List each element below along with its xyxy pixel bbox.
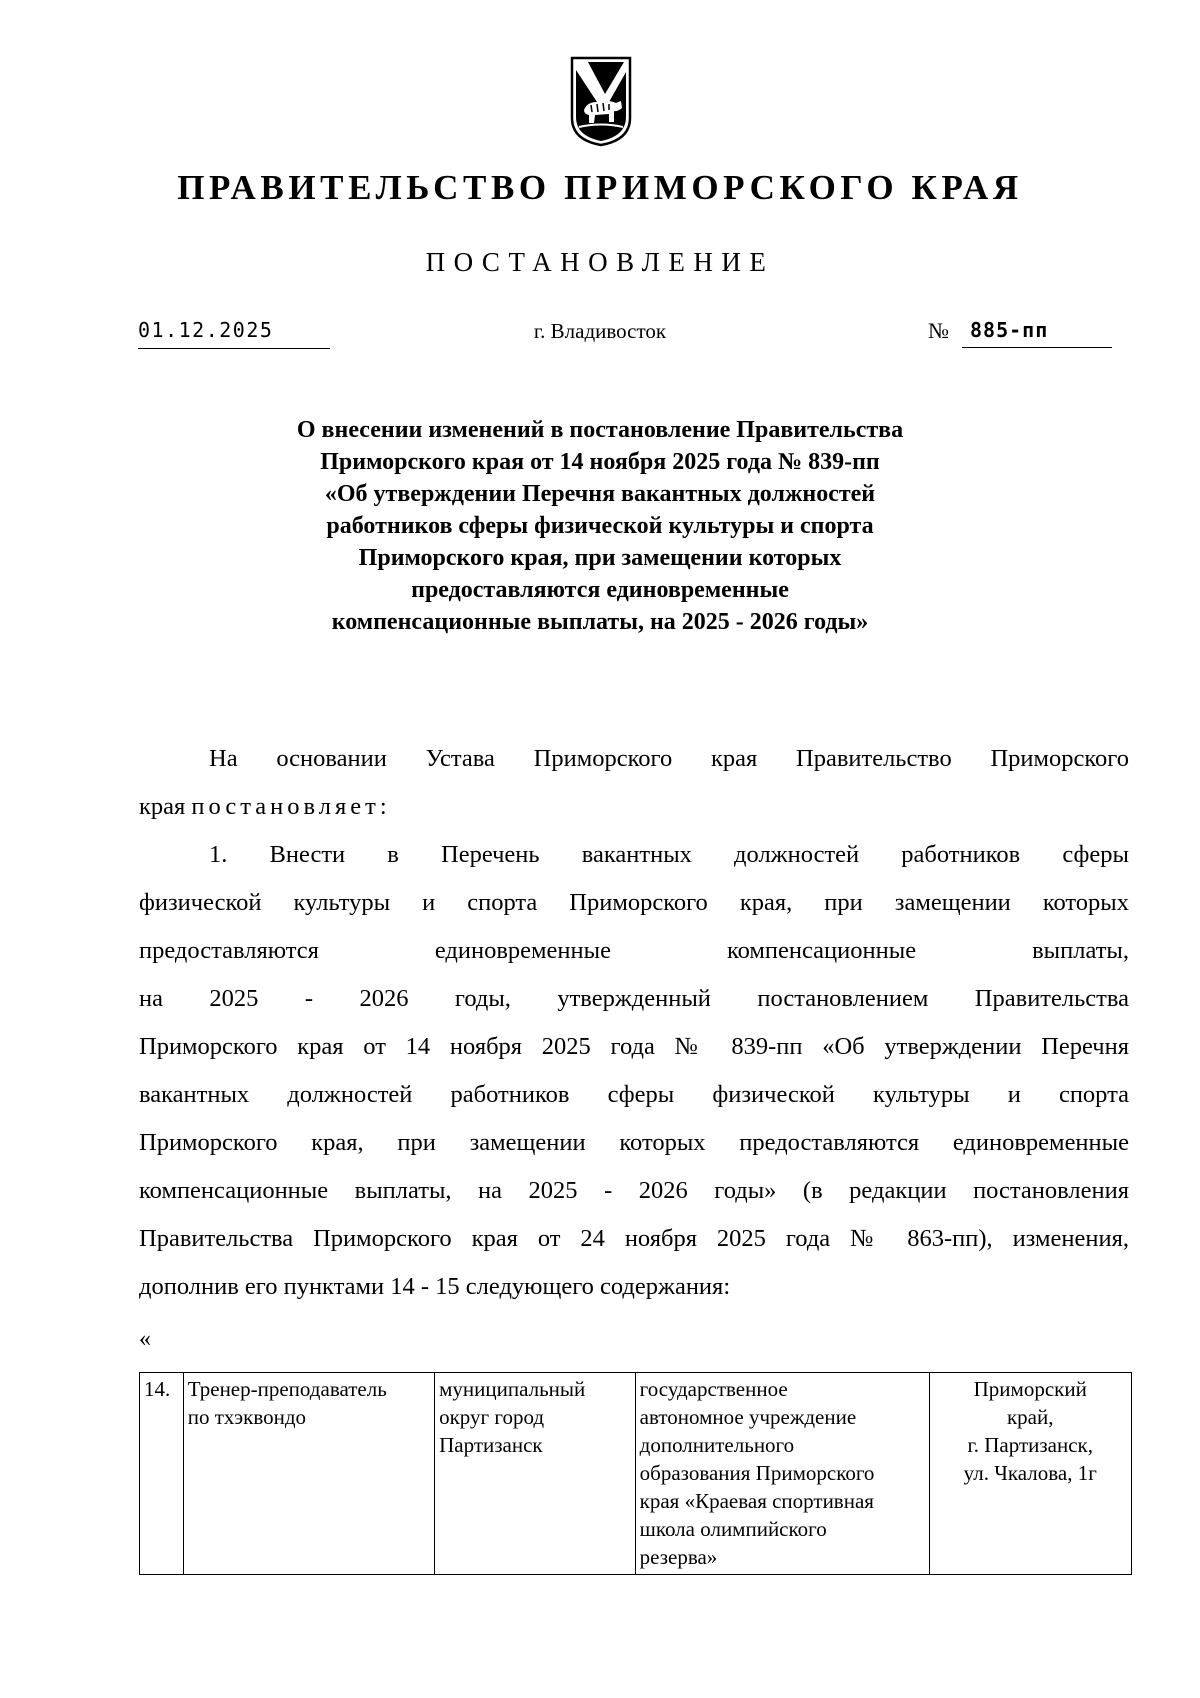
item-line: компенсационные выплаты, на 2025 - 2026 годы» (в редакции постановления [139, 1177, 1129, 1204]
preamble-text: края [139, 793, 192, 820]
subject-line: «Об утверждении Перечня вакантных должностей [324, 481, 876, 507]
cell-line: ул. Чкалова, 1г [963, 1461, 1097, 1485]
item-line: физической культуры и спорта Приморского края, при замещении которых [139, 889, 1129, 916]
item-line: Правительства Приморского края от 24 ноября 2025 года № 863-пп), изменения, [139, 1225, 1129, 1252]
preamble-line [139, 783, 1129, 831]
item-line: Приморского края, при замещении которых предоставляются единовременные [139, 1129, 1129, 1156]
cell-line: дополнительного [639, 1433, 795, 1457]
item-line: Приморского края от 14 ноября 2025 года № 839-пп «Об утверждении Перечня [139, 1033, 1129, 1060]
item-line: вакантных должностей работников сферы физической культуры и спорта [139, 1081, 1129, 1108]
decree-word: постановляет: [191, 793, 391, 820]
cell-line: государственное [639, 1377, 788, 1401]
cell-line: края «Краевая спортивная [639, 1489, 874, 1513]
document-number: 885-пп [962, 318, 1112, 348]
cell-line: Партизанск [439, 1433, 543, 1457]
cell-line: резерва» [639, 1545, 718, 1569]
cell-line: Приморский [973, 1377, 1087, 1401]
coat-of-arms-emblem [569, 52, 633, 148]
inserted-items-table [139, 1372, 1132, 1575]
cell-line: автономное учреждение [639, 1405, 857, 1429]
number-sign: № [928, 318, 949, 343]
cell-line: г. Партизанск, [967, 1433, 1093, 1457]
table-row [140, 1373, 1132, 1575]
cell-line: муниципальный [439, 1377, 586, 1401]
subject-line: О внесении изменений в постановление Правительства [296, 417, 904, 443]
document-city: г. Владивосток [533, 319, 667, 343]
document-type: ПОСТАНОВЛЕНИЕ [425, 247, 775, 277]
preamble-line: На основании Устава Приморского края Правительство Приморского [209, 745, 1129, 772]
item-number: 14. [144, 1377, 171, 1401]
cell-line: округ город [439, 1405, 545, 1429]
cell-line: по тхэквондо [187, 1405, 307, 1429]
opening-quote: « [139, 1326, 151, 1352]
cell-line: Тренер-преподаватель [187, 1377, 387, 1401]
address-cell [929, 1373, 1132, 1575]
item-number-cell [140, 1373, 184, 1575]
item-line: дополнив его пунктами 14 - 15 следующего содержания: [139, 1273, 731, 1300]
item-line: на 2025 - 2026 годы, утвержденный постановлением Правительства [139, 985, 1129, 1012]
subject-line: предоставляются единовременные [411, 577, 789, 603]
institution-cell [635, 1373, 929, 1575]
document-subject [150, 414, 1050, 638]
subject-line: Приморского края, при замещении которых [358, 545, 842, 571]
position-cell [183, 1373, 434, 1575]
cell-line: школа олимпийского [639, 1517, 827, 1541]
subject-line: компенсационные выплаты, на 2025 - 2026 годы» [331, 609, 869, 635]
cell-line: край, [1006, 1405, 1054, 1429]
item-line: предоставляются единовременные компенсационные выплаты, [139, 937, 1129, 964]
government-title: ПРАВИТЕЛЬСТВО ПРИМОРСКОГО КРАЯ [177, 168, 1023, 207]
cell-line: образования Приморского [639, 1461, 875, 1485]
subject-line: работников сферы физической культуры и спорта [326, 513, 874, 539]
municipality-cell [435, 1373, 636, 1575]
document-date: 01.12.2025 [138, 318, 330, 349]
subject-line: Приморского края от 14 ноября 2025 года № 839-пп [320, 449, 880, 475]
item-line: 1. Внести в Перечень вакантных должностей работников сферы [209, 841, 1129, 868]
